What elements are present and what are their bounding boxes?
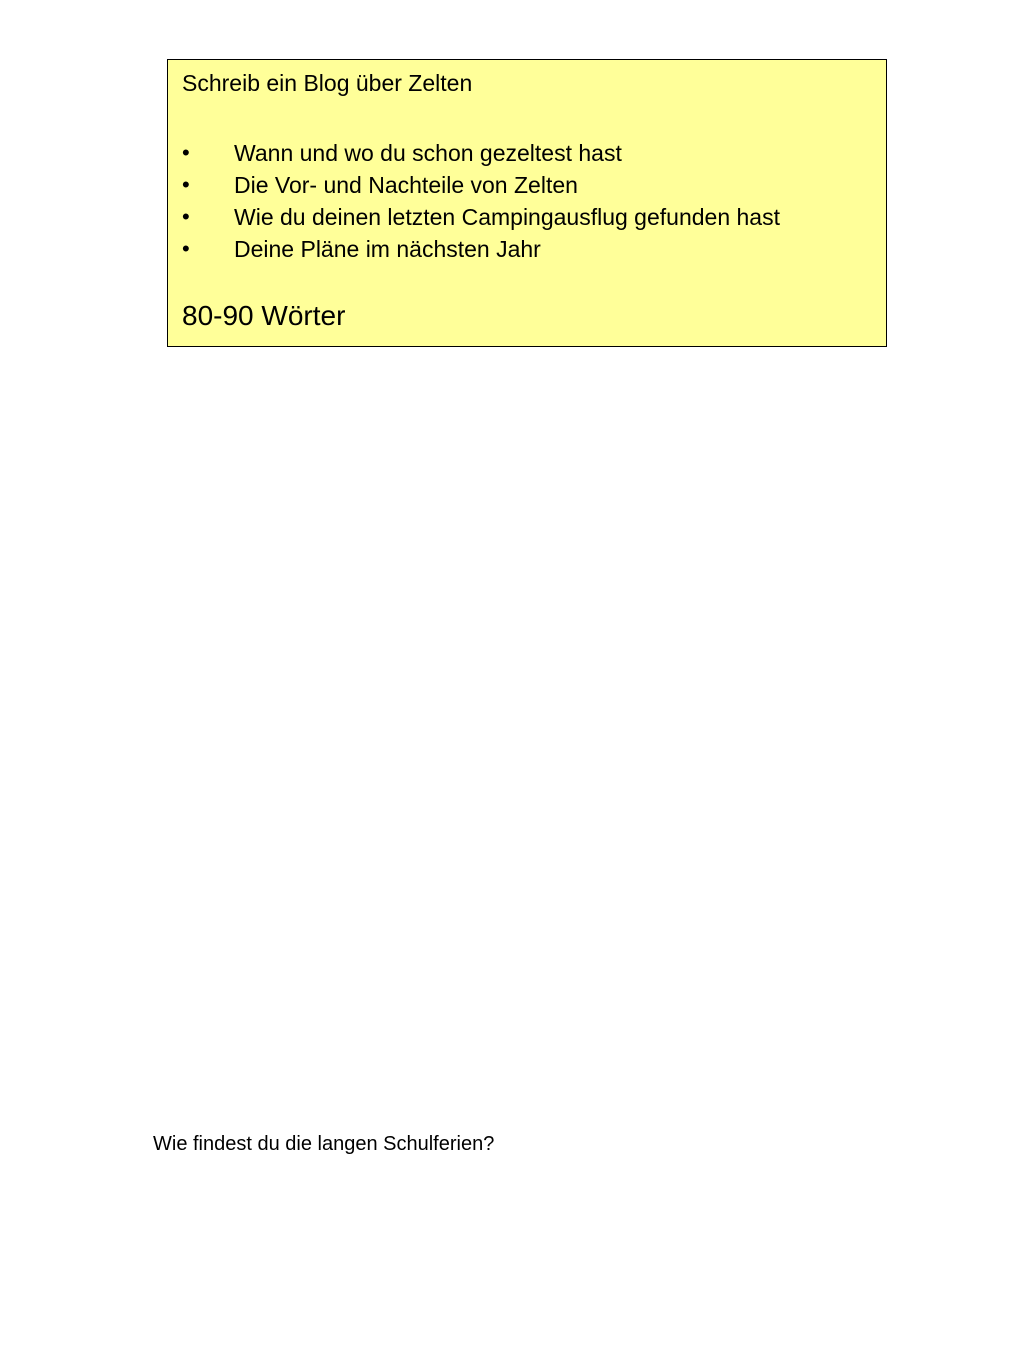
list-item <box>182 137 780 169</box>
question-text: Wie findest du die langen Schulferien? <box>153 1133 495 1155</box>
task-bullet-list <box>182 137 780 265</box>
bullet-icon: • <box>182 140 190 165</box>
bullet-icon: • <box>182 236 190 261</box>
bullet-text: Deine Pläne im nächsten Jahr <box>234 235 541 262</box>
word-count: 80-90 Wörter <box>182 300 346 331</box>
list-item <box>182 201 780 233</box>
task-title: Schreib ein Blog über Zelten <box>182 70 473 96</box>
list-item <box>182 233 780 265</box>
list-item <box>182 169 780 201</box>
bullet-icon: • <box>182 204 190 229</box>
bullet-text: Die Vor- und Nachteile von Zelten <box>234 171 578 198</box>
bullet-text: Wie du deinen letzten Campingausflug gefunden hast <box>234 203 780 230</box>
task-box <box>167 59 887 347</box>
bullet-text: Wann und wo du schon gezeltest hast <box>234 139 622 166</box>
bullet-icon: • <box>182 172 190 197</box>
